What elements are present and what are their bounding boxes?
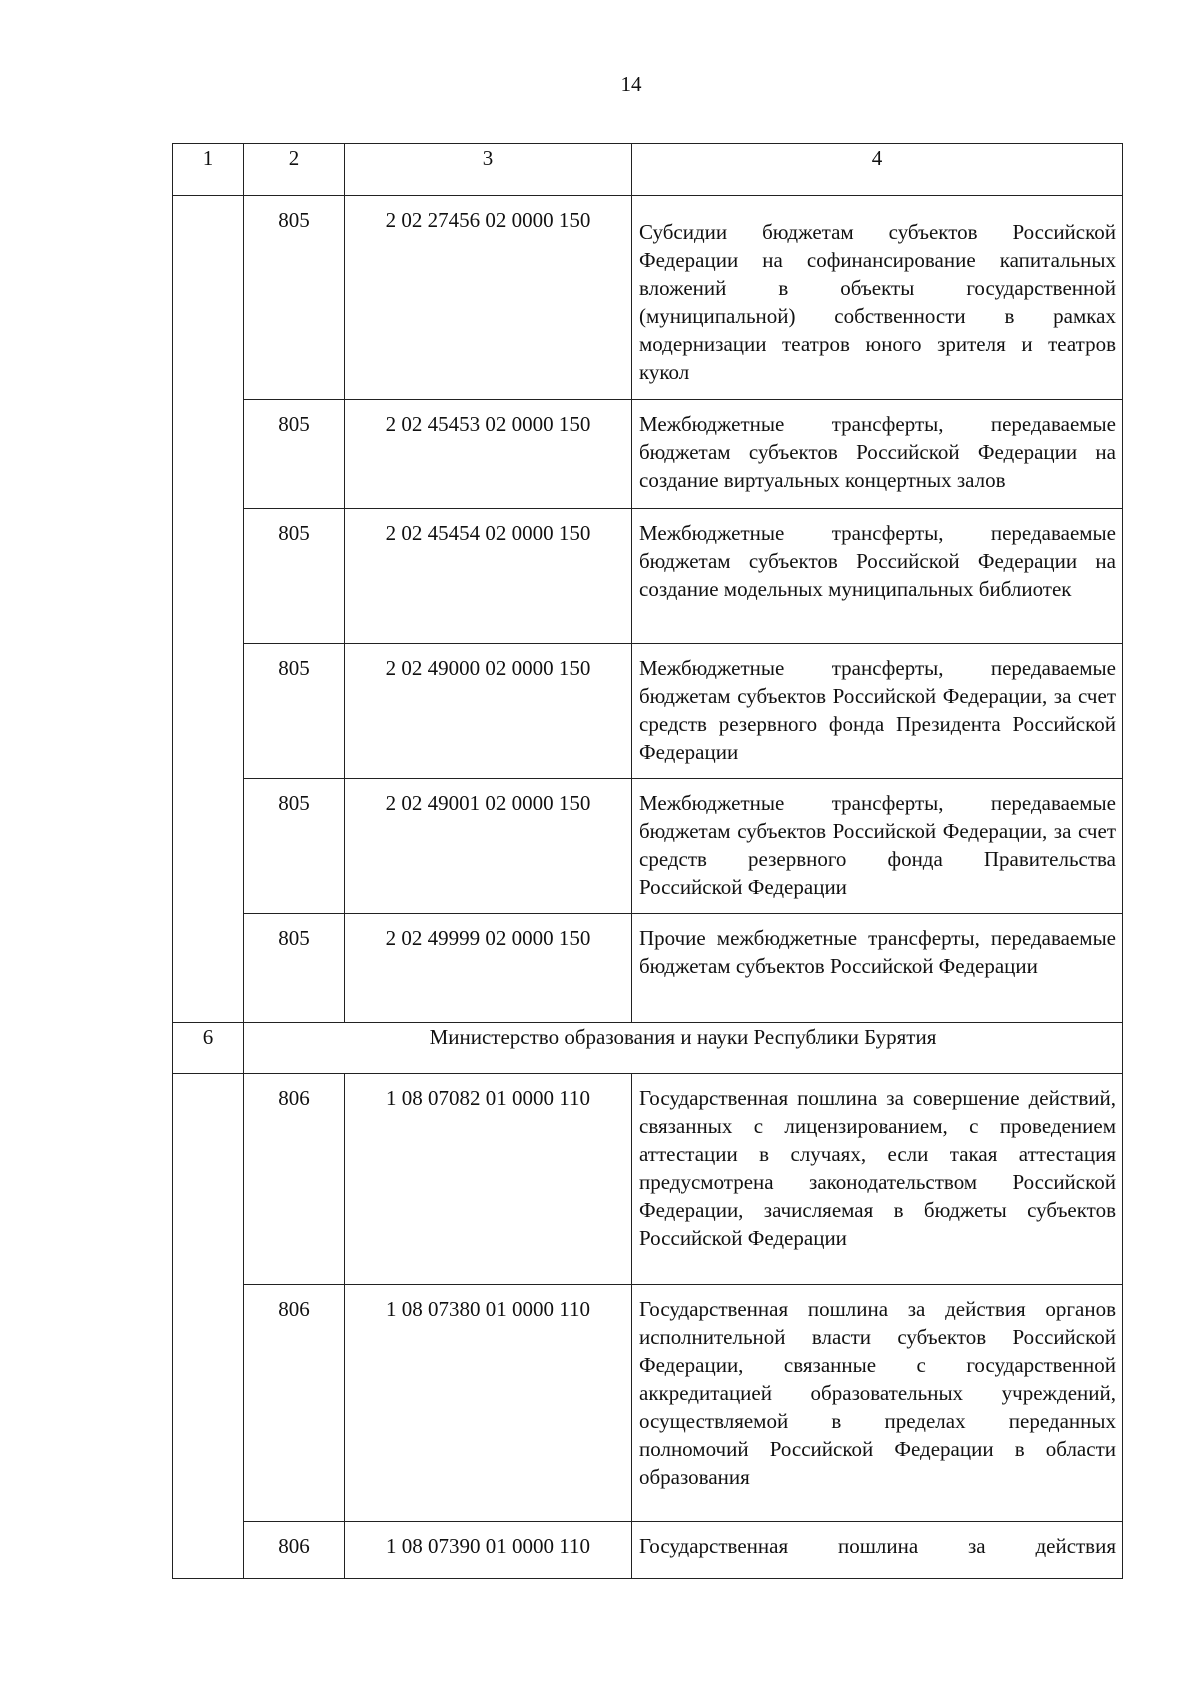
description-cell: Межбюджетные трансферты, передаваемые бюджетам субъектов Российской Федерации, за счет средств резервного фонда Правительства Российской Федерации [632,779,1123,914]
empty-number-cell [173,1074,244,1579]
description-cell: Прочие межбюджетные трансферты, передаваемые бюджетам субъектов Российской Федерации [632,914,1123,1023]
description-cell: Субсидии бюджетам субъектов Российской Федерации на софинансирование капитальных вложений в объекты государственной (муниципальной) собственности в рамках модернизации театров юного зрителя и театров кукол [632,196,1123,400]
description-cell: Межбюджетные трансферты, передаваемые бюджетам субъектов Российской Федерации, за счет средств резервного фонда Президента Российской Федерации [632,644,1123,779]
description-cell: Государственная пошлина за действия [632,1522,1123,1579]
revenue-code-cell: 2 02 49000 02 0000 150 [345,644,632,779]
revenue-code-cell: 2 02 45454 02 0000 150 [345,509,632,644]
admin-code-cell: 805 [244,509,345,644]
page-number: 14 [620,72,642,96]
revenue-code-cell: 2 02 27456 02 0000 150 [345,196,632,400]
table-row [173,400,1123,509]
admin-code-cell: 805 [244,196,345,400]
header-col-3: 3 [345,144,632,196]
table-row [173,509,1123,644]
table-row [173,1074,1123,1285]
section-number: 6 [173,1023,244,1074]
header-col-1: 1 [173,144,244,196]
description-cell: Межбюджетные трансферты, передаваемые бюджетам субъектов Российской Федерации на создание виртуальных концертных залов [632,400,1123,509]
admin-code-cell: 805 [244,644,345,779]
table-row [173,644,1123,779]
revenue-code-cell: 1 08 07082 01 0000 110 [345,1074,632,1285]
table-row [173,196,1123,400]
admin-code-cell: 805 [244,400,345,509]
header-col-4: 4 [632,144,1123,196]
admin-code-cell: 806 [244,1285,345,1522]
description-cell: Межбюджетные трансферты, передаваемые бюджетам субъектов Российской Федерации на создание модельных муниципальных библиотек [632,509,1123,644]
admin-code-cell: 806 [244,1074,345,1285]
table-header-row [173,144,1123,196]
admin-code-cell: 806 [244,1522,345,1579]
revenue-codes-table [172,143,1123,1579]
table-row [173,779,1123,914]
table-row [173,1285,1123,1522]
admin-code-cell: 805 [244,914,345,1023]
revenue-code-cell: 2 02 49001 02 0000 150 [345,779,632,914]
table-row [173,1522,1123,1579]
revenue-code-cell: 2 02 49999 02 0000 150 [345,914,632,1023]
description-cell: Государственная пошлина за действия органов исполнительной власти субъектов Российской Федерации, связанные с государственной аккредитацией образовательных учреждений, осуществляемой в пределах переданных полномочий Российской Федерации в области образования [632,1285,1123,1522]
table-row [173,914,1123,1023]
admin-code-cell: 805 [244,779,345,914]
description-cell: Государственная пошлина за совершение действий, связанных с лицензированием, с проведением аттестации в случаях, если такая аттестация предусмотрена законодательством Российской Федерации, зачисляемая в бюджеты субъектов Российской Федерации [632,1074,1123,1285]
revenue-code-cell: 1 08 07390 01 0000 110 [345,1522,632,1579]
header-col-2: 2 [244,144,345,196]
empty-number-cell [173,196,244,1023]
section-title: Министерство образования и науки Республики Бурятия [244,1023,1123,1074]
revenue-code-cell: 2 02 45453 02 0000 150 [345,400,632,509]
section-row [173,1023,1123,1074]
revenue-code-cell: 1 08 07380 01 0000 110 [345,1285,632,1522]
